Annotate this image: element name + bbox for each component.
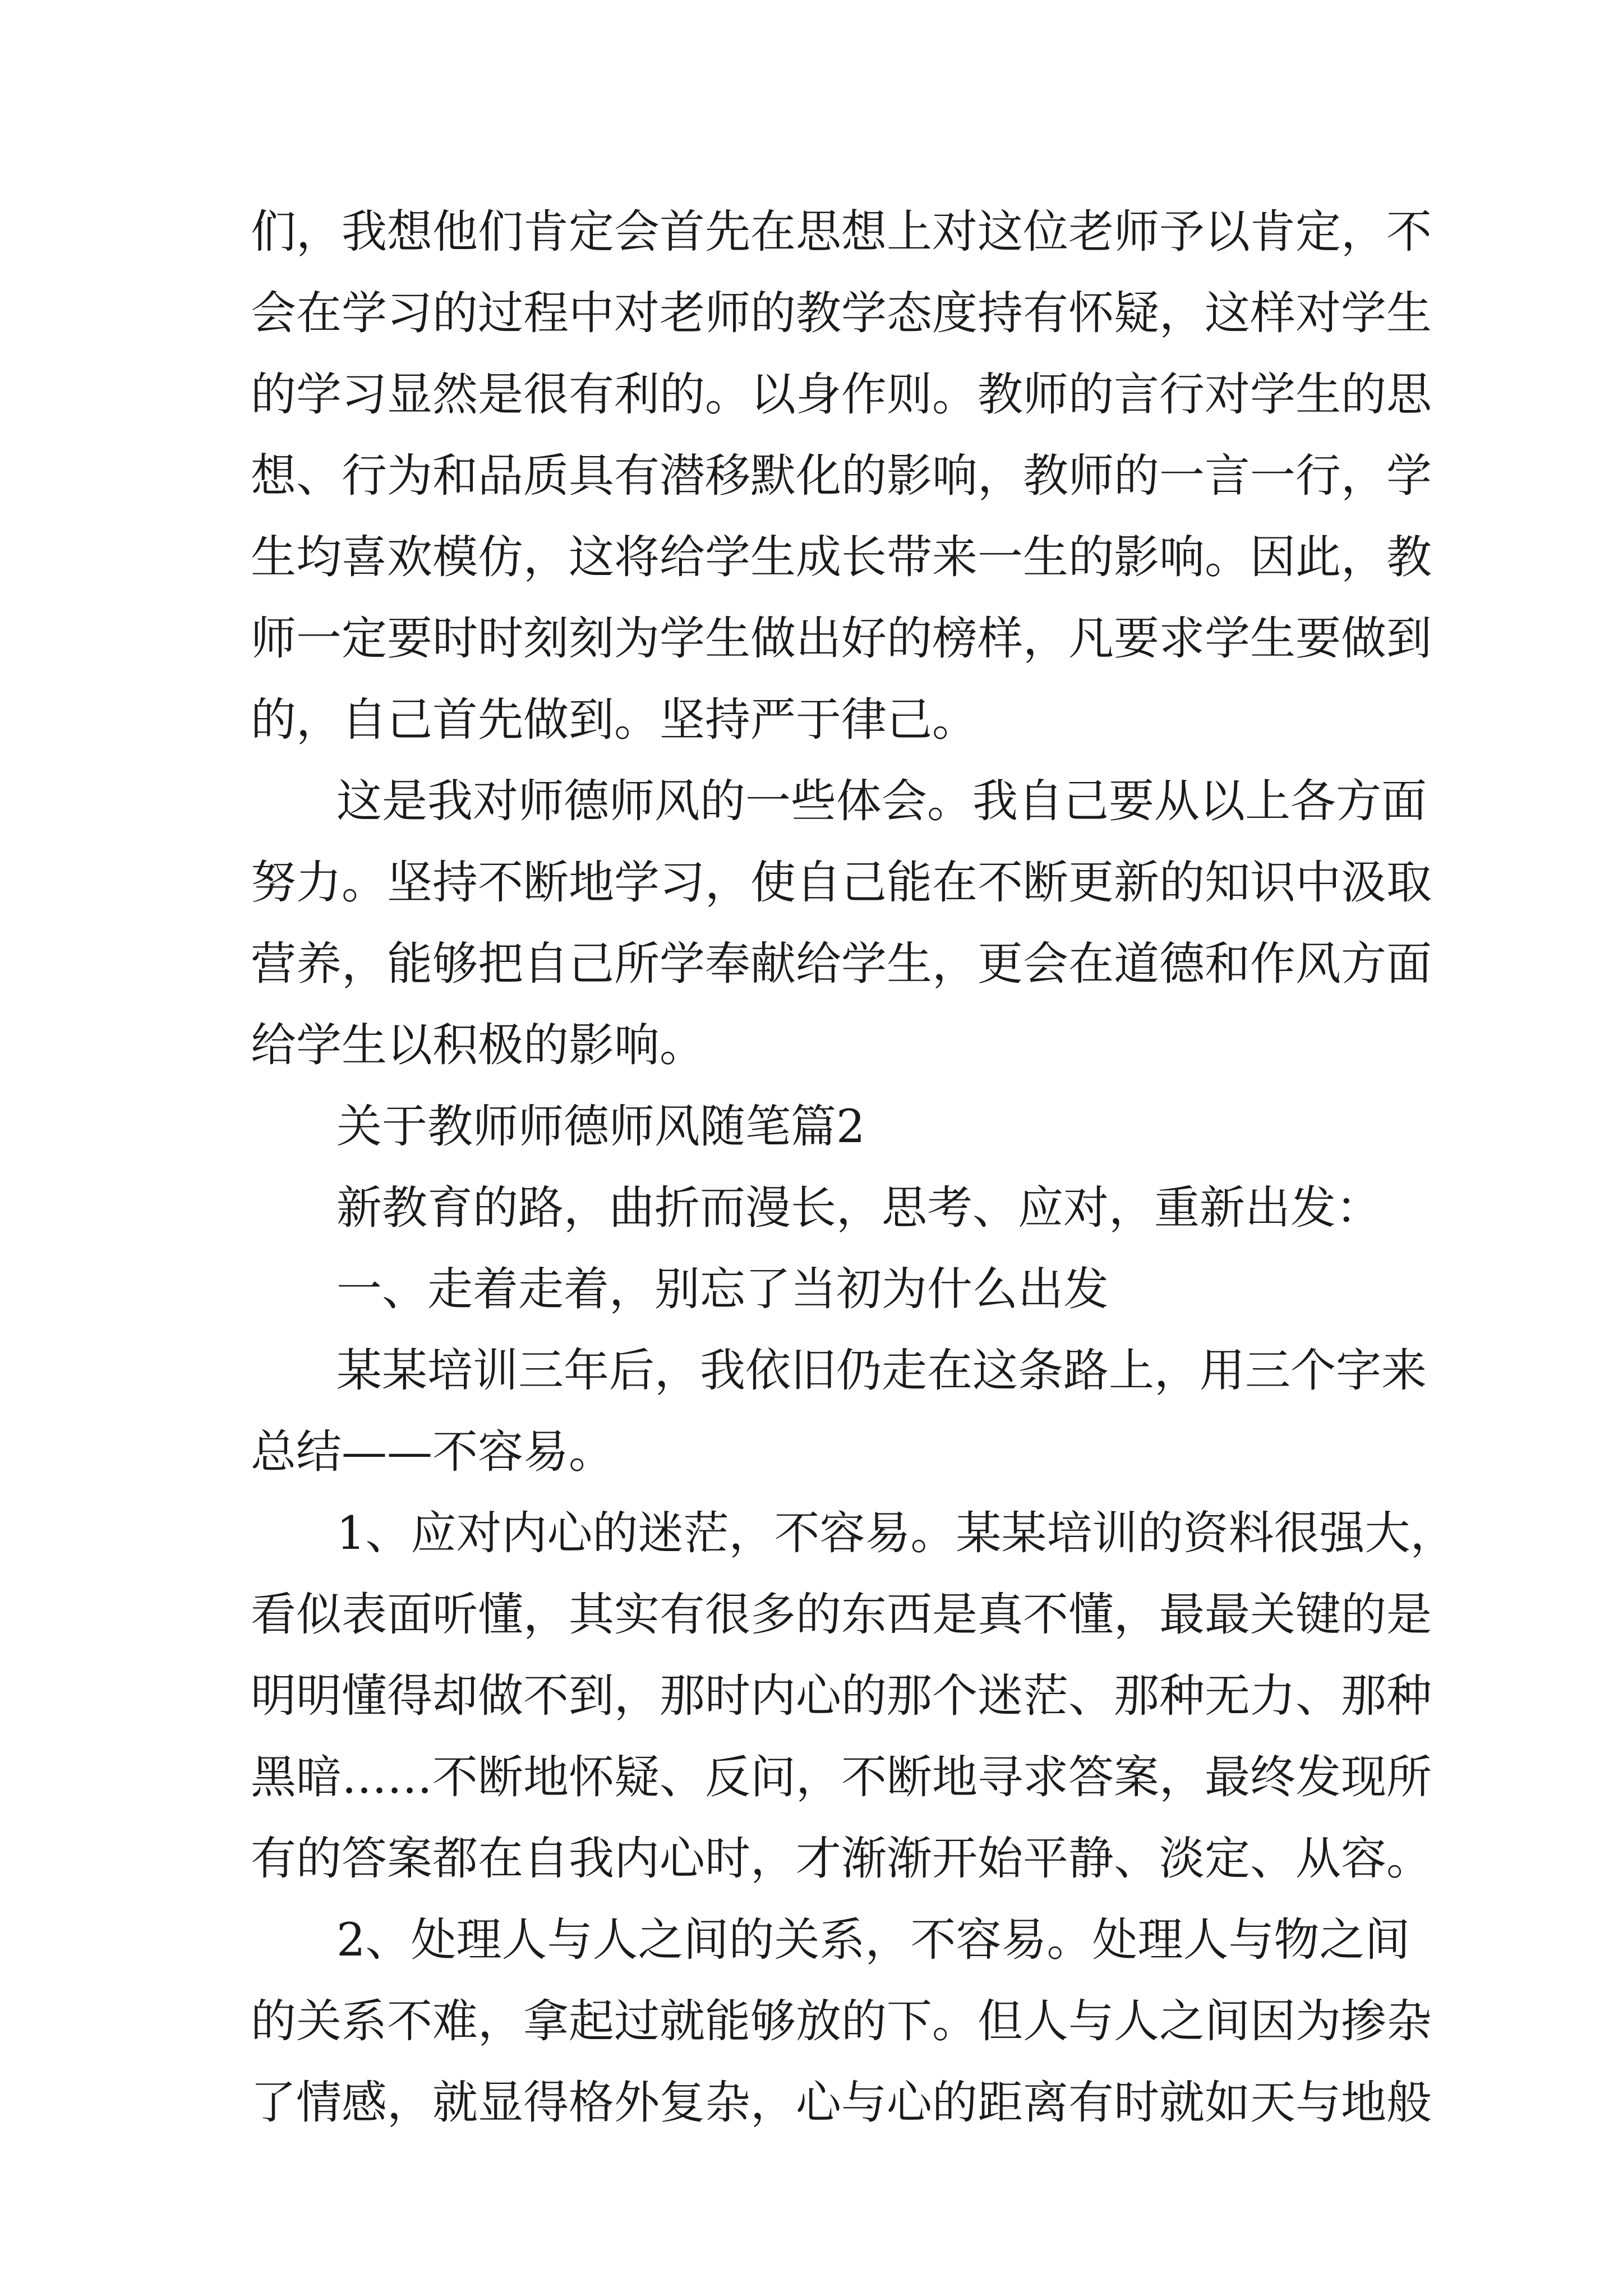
text-line: 黑暗……不断地怀疑、反问，不断地寻求答案，最终发现所 xyxy=(251,1751,1432,1804)
text-line: 看似表面听懂，其实有很多的东西是真不懂，最最关键的是 xyxy=(251,1589,1432,1641)
text-line: 的关系不难，拿起过就能够放的下。但人与人之间因为掺杂 xyxy=(251,1995,1432,2048)
text-line: 给学生以积极的影响。 xyxy=(251,1019,706,1072)
text-line: 了情感，就显得格外复杂，心与心的距离有时就如天与地般 xyxy=(251,2077,1432,2129)
text-line: 明明懂得却做不到，那时内心的那个迷茫、那种无力、那种 xyxy=(251,1670,1432,1723)
text-line: 会在学习的过程中对老师的教学态度持有怀疑，这样对学生 xyxy=(251,287,1432,340)
text-line: 们，我想他们肯定会首先在思想上对这位老师予以肯定，不 xyxy=(251,206,1432,259)
paragraph-start-line: 新教育的路，曲折而漫长，思考、应对，重新出发： xyxy=(336,1182,1382,1235)
text-line: 有的答案都在自我内心时，才渐渐开始平静、淡定、从容。 xyxy=(251,1833,1432,1885)
text-line: 的，自己首先做到。坚持严于律己。 xyxy=(251,694,978,747)
section-heading: 关于教师师德师风随笔篇2 xyxy=(336,1101,865,1153)
text-line: 想、行为和品质具有潜移默化的影响，教师的一言一行，学 xyxy=(251,450,1432,503)
paragraph-start-line: 某某培训三年后，我依旧仍走在这条路上，用三个字来 xyxy=(336,1345,1427,1397)
subsection-heading: 一、走着走着，别忘了当初为什么出发 xyxy=(336,1263,1109,1316)
paragraph-start-line: 2、处理人与人之间的关系，不容易。处理人与物之间 xyxy=(336,1914,1410,1967)
paragraph-start-line: 1、应对内心的迷茫，不容易。某某培训的资料很强大， xyxy=(336,1507,1456,1560)
text-line: 师一定要时时刻刻为学生做出好的榜样，凡要求学生要做到 xyxy=(251,613,1432,665)
text-line: 努力。坚持不断地学习，使自己能在不断更新的知识中汲取 xyxy=(251,857,1432,909)
text-line: 的学习显然是很有利的。以身作则。教师的言行对学生的思 xyxy=(251,369,1432,421)
text-line: 营养，能够把自己所学奉献给学生，更会在道德和作风方面 xyxy=(251,938,1432,991)
paragraph-start-line: 这是我对师德师风的一些体会。我自己要从以上各方面 xyxy=(336,775,1427,828)
text-line: 生均喜欢模仿，这将给学生成长带来一生的影响。因此，教 xyxy=(251,531,1432,584)
text-line: 总结——不容易。 xyxy=(251,1426,615,1479)
